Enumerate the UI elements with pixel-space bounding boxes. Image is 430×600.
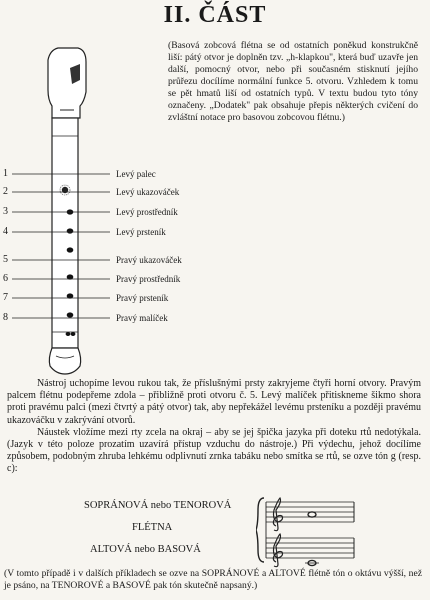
page-title: II. ČÁST: [163, 2, 267, 28]
staff-system: [256, 494, 356, 568]
note-g: [308, 512, 316, 517]
intro-note: (Basová zobcová flétna se od ostatních poněkud konstrukčně liší: pátý otvor je doplněn tzv. „h-klapkou", která buď uzavře jen další, pomocný otvor, nebo při současném stisknutí jejího průřezu docílíme normální funkce 5. otvoru. Vzhledem k tomu se pět hmatů liší od ostatních typů. V textu budou tyto tóny označeny. „Dodatek" pak obsahuje přepis některých cvičení do zvláštní notace pro basovou zobcovou flétnu.): [168, 40, 418, 123]
recorder-head: [48, 48, 86, 118]
treble-clef-lower: [273, 534, 282, 567]
voice-label-soprano: SOPRÁNOVÁ nebo TENOROVÁ: [84, 500, 232, 511]
brace: [256, 498, 264, 562]
recorder-foot: [49, 348, 80, 374]
paragraph-2: Náustek vložíme mezi rty zcela na okraj – aby se jej špička jazyka při doteku rtů nedotýkala. (Jazyk v této poloze prozatím uzavírá přístup vzduchu do nástroje.) Při výdechu, jehož docílíme způsobem, podobným zhruba lehkému odplivnutí zrnka tabáku nebo smítka se rtů, se ozve tón g (resp. c):: [7, 426, 421, 475]
hole-number-6: 6: [3, 273, 8, 284]
finger-label-6: Pravý prostředník: [116, 274, 181, 284]
voice-label-flute: FLÉTNA: [132, 522, 173, 533]
voice-label-alto: ALTOVÁ nebo BASOVÁ: [90, 544, 201, 555]
paragraph-1: Nástroj uchopíme levou rukou tak, že příslušnými prsty zakryjeme čtyři horní otvory. Pravým palcem flétnu podepřeme zdola – přibližně proti otvoru č. 5. Levý malíček přitiskneme šikmo shora proti pravému palci (mezi čtvrtý a pátý otvor) tak, aby nepřekážel levému prsteníku a později pravému ukazováčku v zakrývání otvorů.: [7, 378, 421, 426]
hole-number-2: 2: [3, 186, 8, 197]
hole-number-8: 8: [3, 312, 8, 323]
finger-label-2: Levý ukazováček: [116, 187, 180, 197]
hole-4: [67, 247, 74, 252]
finger-label-3: Levý prostředník: [116, 207, 178, 217]
hole-number-5: 5: [3, 254, 8, 265]
finger-label-1: Levý palec: [116, 169, 156, 179]
hole-number-4: 4: [3, 226, 8, 237]
finger-label-7: Pravý prsteník: [116, 293, 169, 303]
treble-clef-upper: [273, 498, 282, 531]
instruction-text: [7, 378, 421, 476]
hole-number-3: 3: [3, 206, 8, 217]
footer-note: (V tomto případě i v dalších příkladech se ozve na SOPRÁNOVÉ a ALTOVÉ flétně tón o oktávu výšší, než je psáno, na TENOROVÉ a BASOVÉ pak tón skutečně napsaný.): [4, 568, 422, 591]
recorder-body: [52, 118, 78, 348]
hole-7: [67, 312, 74, 317]
finger-label-8: Pravý malíček: [116, 313, 168, 323]
hole-number-1: 1: [3, 168, 8, 179]
finger-label-5: Pravý ukazováček: [116, 255, 182, 265]
hole-number-7: 7: [3, 292, 8, 303]
hole-8: [66, 332, 71, 336]
hole-3: [67, 228, 74, 233]
finger-label-4: Levý prsteník: [116, 227, 166, 237]
